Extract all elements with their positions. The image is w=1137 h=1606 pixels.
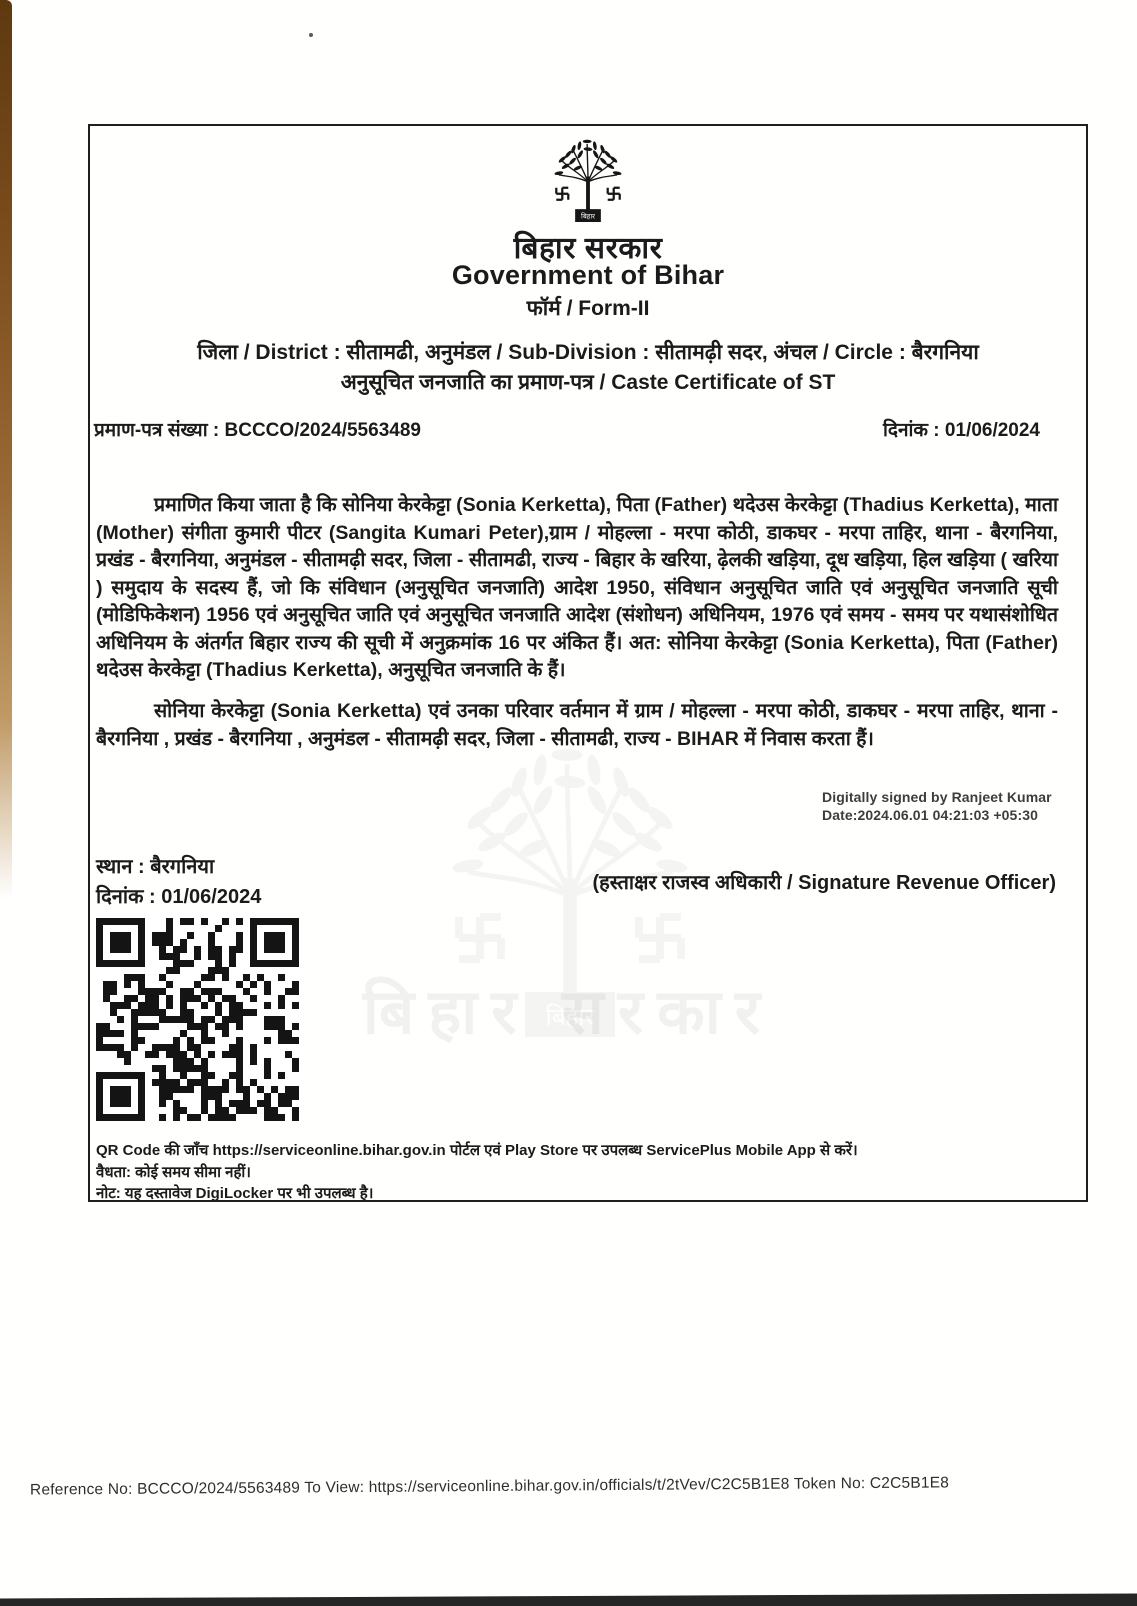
watermark-text: बिहार सरकार: [362, 978, 775, 1047]
swastika-right-icon: [608, 188, 620, 200]
place-line: स्थान : बैरगनिया: [96, 856, 215, 878]
swastika-left-icon: [556, 188, 568, 200]
date-line: दिनांक : 01/06/2024: [96, 886, 262, 908]
scan-edge-bottom: [0, 1593, 1137, 1606]
note-qr-verification: QR Code की जाँच https://serviceonline.bihar.gov.in पोर्टल एवं Play Store पर उपलब्ध ServicePlus Mobile App से करें।: [96, 1142, 858, 1159]
note-validity: वैधता: कोई समय सीमा नहीं।: [96, 1163, 251, 1181]
certificate-title: अनुसूचित जनजाति का प्रमाण-पत्र / Caste Certificate of ST: [340, 371, 836, 394]
certificate-body-paragraph-1: प्रमाणित किया जाता है कि सोनिया केरकेट्टा (Sonia Kerketta), पिता (Father) थदेउस केरकेट्टा (Thadius Kerketta), माता (Mother) संगीता कुमारी पीटर (Sangita Kumari Peter),ग्राम / मोहल्ला - मरपा कोठी, डाकघर - मरपा ताहिर, थाना - बैरगनिया, प्रखंड - बैरगनिया, अनुमंडल - सीतामढ़ी सदर, जिला - सीतामढी, राज्य - बिहार के खरिया, ढ़ेलकी खड़िया, दूध खड़िया, हिल खड़िया ( खरिया ) समुदाय के सदस्य हैं, जो कि संविधान (अनुसूचित जनजाति) आदेश 1950, संविधान अनुसूचित जाति एवं अनुसूचित जनजाति सूची (मोडिफिकेशन) 1956 एवं अनुसूचित जाति एवं अनुसूचित जनजाति आदेश (संशोधन) अधिनियम, 1976 एवं समय - समय पर यथासंशोधित अधिनियम के अंतर्गत बिहार राज्य की सूची में अनुक्रमांक 16 पर अंकित हैं। अत: सोनिया केरकेट्टा (Sonia Kerketta), पिता (Father) थदेउस केरकेट्टा (Thadius Kerketta), अनुसूचित जनजाति के हैं।: [96, 494, 1058, 681]
footer-reference: Reference No: BCCCO/2024/5563489 To View: https://serviceonline.bihar.gov.in/officials/t/2tVev/C2C5B1E8 Token No: C2C5B1E8: [29, 1474, 950, 1499]
government-title-hindi: बिहार सरकार: [513, 232, 663, 265]
issue-date: दिनांक : 01/06/2024: [882, 420, 1040, 441]
svg-text:बिहार: बिहार: [581, 213, 595, 221]
signature-officer-label: (हस्ताक्षर राजस्व अधिकारी / Signature Revenue Officer): [592, 872, 1056, 894]
digital-signature-line2: Date:2024.06.01 04:21:03 +05:30: [822, 807, 1038, 823]
emblem-container: [90, 132, 1086, 233]
certificate-body-paragraph-2: सोनिया केरकेट्टा (Sonia Kerketta) एवं उनका परिवार वर्तमान में ग्राम / मोहल्ला - मरपा कोठी, डाकघर - मरपा ताहिर, थाना - बैरगनिया , प्रखंड - बैरगनिया , अनुमंडल - सीतामढ़ी सदर, जिला - सीतामढी, राज्य - BIHAR में निवास करता हैं।: [96, 700, 1058, 750]
digital-signature-line1: Digitally signed by Ranjeet Kumar: [822, 789, 1052, 805]
government-title-english: Government of Bihar: [451, 260, 725, 290]
note-digilocker: नोट: यह दस्तावेज DigiLocker पर भी उपलब्ध है।: [96, 1185, 374, 1202]
scan-speck: [309, 33, 313, 37]
certificate-number: प्रमाण-पत्र संख्या : BCCCO/2024/5563489: [94, 420, 421, 441]
certificate-border: [88, 124, 1088, 1202]
scan-edge-left: [0, 0, 12, 900]
certificate-meta-row: [94, 416, 1040, 442]
digital-signature-note: [822, 788, 1052, 824]
qr-code: [96, 918, 299, 1121]
bihar-emblem-icon: [526, 132, 650, 228]
form-number: फॉर्म / Form-II: [526, 297, 650, 320]
notes-block: [96, 1140, 1066, 1205]
district-subdivision-circle-line: जिला / District : सीतामढी, अनुमंडल / Sub-Division : सीतामढ़ी सदर, अंचल / Circle : बैरगनिया: [197, 341, 979, 364]
